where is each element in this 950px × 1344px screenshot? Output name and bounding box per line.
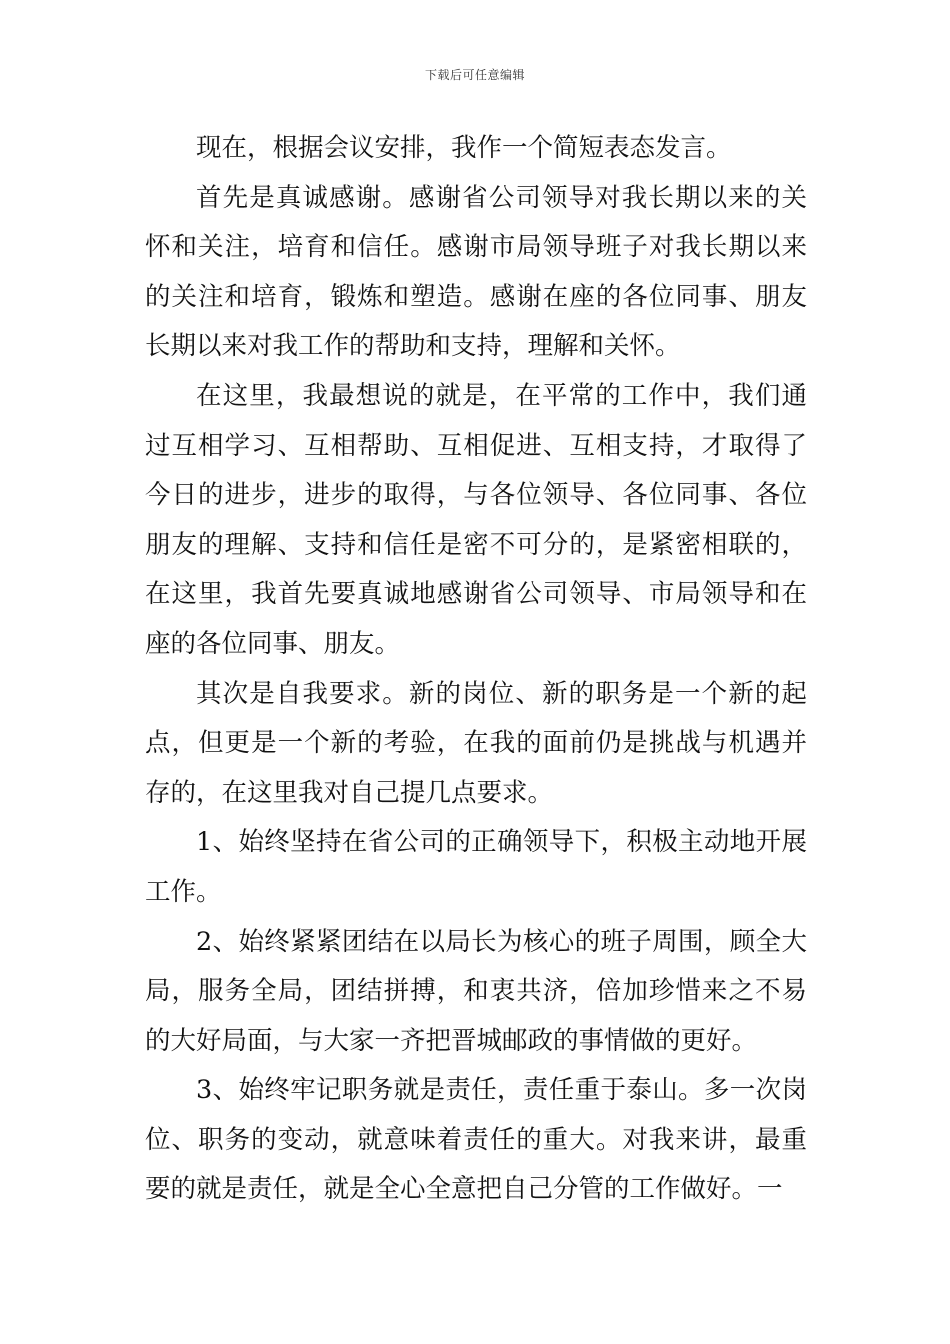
paragraph-opening: 现在，根据会议安排，我作一个简短表态发言。 [196,133,732,163]
paragraph-item-1: 1、始终坚持在省公司的正确领导下，积极主动地开展工作。 [145,827,807,907]
paragraph-item-3: 3、始终牢记职务就是责任，责任重于泰山。多一次岗位、职务的变动，就意味着责任的重大。对我来讲，最重要的就是责任，就是全心全意把自己分管的工作做好。一 [145,1075,807,1205]
paragraph-thanks: 首先是真诚感谢。感谢省公司领导对我长期以来的关怀和关注，培育和信任。感谢市局领导班子对我长期以来的关注和培育，锻炼和塑造。感谢在座的各位同事、朋友长期以来对我工作的帮助和支持，理解和关怀。 [145,182,807,362]
paragraph-self-requirements: 其次是自我要求。新的岗位、新的职务是一个新的起点，但更是一个新的考验，在我的面前仍是挑战与机遇并存的，在这里我对自己提几点要求。 [145,678,807,808]
header-note: 下载后可任意编辑 [424,68,525,82]
paragraph-gratitude: 在这里，我最想说的就是，在平常的工作中，我们通过互相学习、互相帮助、互相促进、互相支持，才取得了今日的进步，进步的取得，与各位领导、各位同事、各位朋友的理解、支持和信任是密不可分的，是紧密相联的，在这里，我首先要真诚地感谢省公司领导、市局领导和在座的各位同事、朋友。 [145,380,807,659]
document-body [145,124,807,1215]
paragraph-item-2: 2、始终紧紧团结在以局长为核心的班子周围，顾全大局，服务全局，团结拼搏，和衷共济，倍加珍惜来之不易的大好局面，与大家一齐把晋城邮政的事情做的更好。 [145,926,807,1056]
